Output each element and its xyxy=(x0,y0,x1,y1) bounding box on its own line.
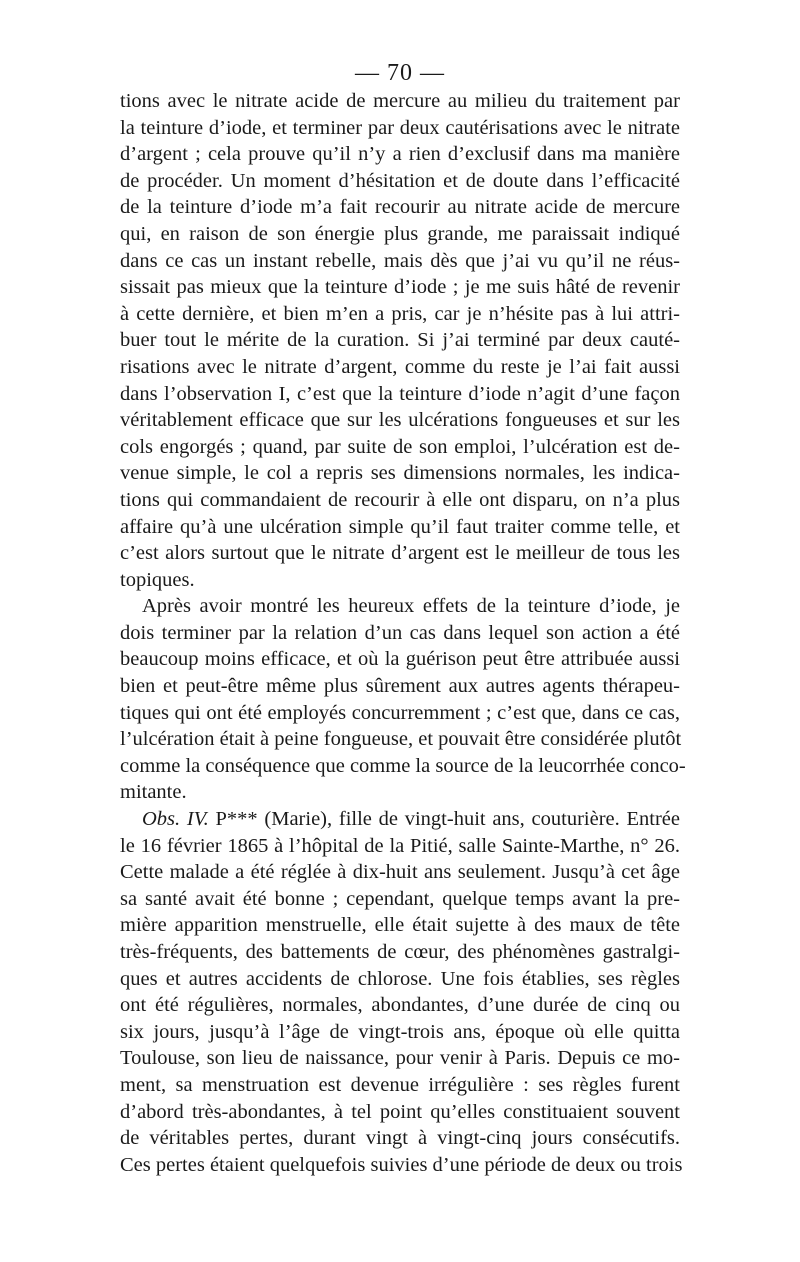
page-number: — 70 — xyxy=(355,60,445,86)
text-line: Ces pertes étaient quelquefois suivies d’une période de deux ou trois xyxy=(120,1153,683,1176)
body-text xyxy=(120,88,686,1178)
text-line: risations avec le nitrate d’argent, comme du reste je l’ai fait aussi xyxy=(120,355,680,378)
text-line: venue simple, le col a repris ses dimensions normales, les indica- xyxy=(120,462,680,485)
observation-label: Obs. IV. xyxy=(142,808,209,831)
text-line: dans l’observation I, c’est que la teinture d’iode n’agit d’une façon xyxy=(120,382,680,405)
text-line: affaire qu’à une ulcération simple qu’il faut traiter comme telle, et xyxy=(120,515,680,538)
text-line: buer tout le mérite de la curation. Si j’ai terminé par deux cauté- xyxy=(120,329,680,352)
text-line: l’ulcération était à peine fongueuse, et pouvait être considérée plutôt xyxy=(120,728,682,751)
text-line: ont été régulières, normales, abondantes, d’une durée de cinq ou xyxy=(120,994,680,1017)
text-line: Après avoir montré les heureux effets de la teinture d’iode, je xyxy=(142,595,680,618)
text-line: ques et autres accidents de chlorose. Une fois établies, ses règles xyxy=(120,967,680,990)
text-line: véritablement efficace que sur les ulcérations fongueuses et sur les xyxy=(120,409,680,432)
text-line: de la teinture d’iode m’a fait recourir au nitrate acide de mercure xyxy=(120,196,680,219)
text-line: mitante. xyxy=(120,781,187,804)
text-line: mière apparition menstruelle, elle était sujette à des maux de tête xyxy=(120,914,680,937)
text-line: Toulouse, son lieu de naissance, pour venir à Paris. Depuis ce mo- xyxy=(120,1047,680,1070)
text-line: dans ce cas un instant rebelle, mais dès que j’ai vu qu’il ne réus- xyxy=(120,249,680,272)
text-line: c’est alors surtout que le nitrate d’argent est le meilleur de tous les xyxy=(120,542,680,565)
text-line: dois terminer par la relation d’un cas dans lequel son action a été xyxy=(120,621,680,644)
text-line: d’argent ; cela prouve qu’il n’y a rien d’exclusif dans ma manière xyxy=(120,143,680,166)
text-line: Cette malade a été réglée à dix-huit ans seulement. Jusqu’à cet âge xyxy=(120,861,680,884)
text-line: tions avec le nitrate acide de mercure au milieu du traitement par xyxy=(120,90,680,112)
text-line: sa santé avait été bonne ; cependant, quelque temps avant la pre- xyxy=(120,887,680,910)
text-line: six jours, jusqu’à l’âge de vingt-trois ans, époque où elle quitta xyxy=(120,1020,680,1043)
text-line: qui, en raison de son énergie plus grande, me paraissait indiqué xyxy=(120,222,680,245)
text-line: très-fréquents, des battements de cœur, des phénomènes gastralgi- xyxy=(120,941,680,963)
text-line: tiques qui ont été employés concurremment ; c’est que, dans ce cas, xyxy=(120,701,680,724)
text-line: de procéder. Un moment d’hésitation et de doute dans l’efficacité xyxy=(120,169,680,192)
line-text: P*** (Marie), fille de vingt-huit ans, couturière. Entrée xyxy=(208,808,680,831)
text-line: d’abord très-abondantes, à tel point qu’elles constituaient souvent xyxy=(120,1100,680,1123)
text-line: beaucoup moins efficace, et où la guérison peut être attribuée aussi xyxy=(120,648,680,671)
text-line: tions qui commandaient de recourir à elle ont disparu, on n’a plus xyxy=(120,488,680,511)
text-line: cols engorgés ; quand, par suite de son emploi, l’ulcération est de- xyxy=(120,435,680,458)
text-line: topiques. xyxy=(120,568,195,591)
text-line: sissait pas mieux que la teinture d’iode ; je me suis hâté de revenir xyxy=(120,276,680,299)
text-line: le 16 février 1865 à l’hôpital de la Pitié, salle Sainte-Marthe, n° 26. xyxy=(120,834,680,857)
text-line: de véritables pertes, durant vingt à vingt-cinq jours consécutifs. xyxy=(120,1127,680,1150)
text-line: ment, sa menstruation est devenue irrégulière : ses règles furent xyxy=(120,1073,680,1096)
text-line: la teinture d’iode, et terminer par deux cautérisations avec le nitrate xyxy=(120,116,680,139)
text-line xyxy=(120,806,680,833)
text-line: bien et peut-être même plus sûrement aux autres agents thérapeu- xyxy=(120,675,680,698)
text-line: à cette dernière, et bien m’en a pris, car je n’hésite pas à lui attri- xyxy=(120,302,680,325)
text-line: comme la conséquence que comme la source de la leucorrhée conco- xyxy=(120,754,686,777)
